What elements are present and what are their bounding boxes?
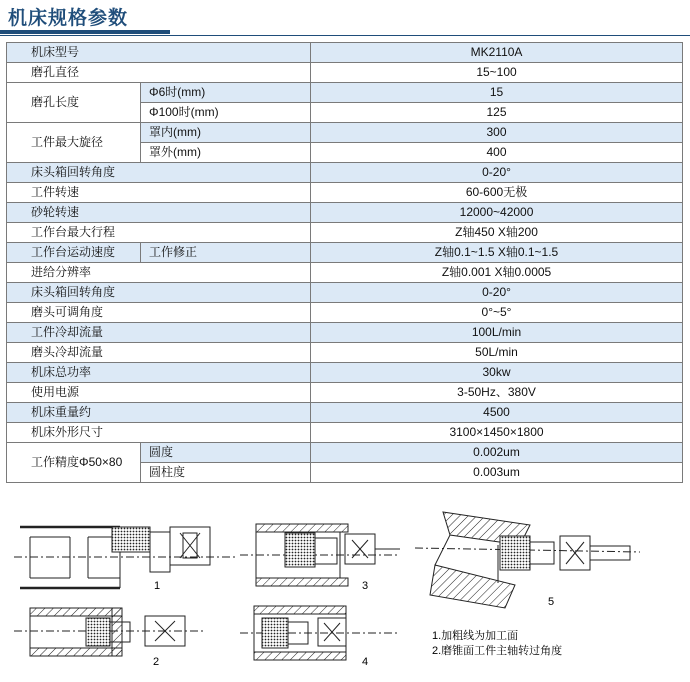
row-value: 60-600无极	[311, 183, 683, 203]
diagram-label: 1	[154, 580, 161, 592]
row-value: MK2110A	[311, 43, 683, 63]
row-value: 400	[311, 143, 683, 163]
row-label: 磨孔长度	[7, 83, 141, 123]
row-label: 工作台运动速度	[7, 243, 141, 263]
table-row	[7, 83, 683, 103]
row-label: 机床型号	[7, 43, 311, 63]
row-label: 进给分辨率	[7, 263, 311, 283]
row-value: 15~100	[311, 63, 683, 83]
table-row	[7, 163, 683, 183]
row-label: 磨头可调角度	[7, 303, 311, 323]
row-value: Z轴450 X轴200	[311, 223, 683, 243]
diagram-4	[240, 606, 400, 660]
row-value: 0°~5°	[311, 303, 683, 323]
row-sublabel: Φ100时(mm)	[141, 103, 311, 123]
table-row	[7, 303, 683, 323]
table-row	[7, 383, 683, 403]
row-label: 工件最大旋径	[7, 123, 141, 163]
table-row	[7, 363, 683, 383]
row-label: 砂轮转速	[7, 203, 311, 223]
row-label: 机床总功率	[7, 363, 311, 383]
row-sublabel: 工作修正	[141, 243, 311, 263]
diagram-label: 4	[362, 656, 369, 668]
table-row	[7, 443, 683, 463]
table-row	[7, 263, 683, 283]
table-row	[7, 203, 683, 223]
table-row	[7, 243, 683, 263]
table-row	[7, 223, 683, 243]
table-row	[7, 403, 683, 423]
spec-table	[6, 42, 683, 483]
table-row	[7, 423, 683, 443]
row-value: 0.003um	[311, 463, 683, 483]
title-bar	[0, 0, 690, 36]
table-row	[7, 283, 683, 303]
row-value: 3-50Hz、380V	[311, 383, 683, 403]
row-sublabel: 罩内(mm)	[141, 123, 311, 143]
note-1: 1.加粗线为加工面	[432, 630, 519, 642]
row-sublabel: 圆柱度	[141, 463, 311, 483]
diagram-3	[240, 524, 400, 586]
row-value: 30kw	[311, 363, 683, 383]
page-title: 机床规格参数	[8, 8, 129, 29]
row-value: 125	[311, 103, 683, 123]
row-value: 12000~42000	[311, 203, 683, 223]
row-label: 工件转速	[7, 183, 311, 203]
diagram-5	[415, 512, 640, 608]
diagram-label: 5	[548, 596, 555, 608]
row-label: 机床重量约	[7, 403, 311, 423]
diagram-label: 3	[362, 580, 369, 592]
row-label: 工作台最大行程	[7, 223, 311, 243]
row-label: 工件冷却流量	[7, 323, 311, 343]
row-value: Z轴0.1~1.5 X轴0.1~1.5	[311, 243, 683, 263]
row-label: 床头箱回转角度	[7, 283, 311, 303]
row-value: Z轴0.001 X轴0.0005	[311, 263, 683, 283]
diagram-label: 2	[153, 656, 160, 668]
diagram-2	[14, 608, 205, 656]
row-value: 50L/min	[311, 343, 683, 363]
row-value: 3100×1450×1800	[311, 423, 683, 443]
row-sublabel: 罩外(mm)	[141, 143, 311, 163]
table-row	[7, 123, 683, 143]
row-value: 0.002um	[311, 443, 683, 463]
title-rule	[0, 35, 690, 36]
row-label: 磨孔直径	[7, 63, 311, 83]
row-value: 300	[311, 123, 683, 143]
row-label: 使用电源	[7, 383, 311, 403]
table-row	[7, 323, 683, 343]
row-label: 工作精度Φ50×80	[7, 443, 141, 483]
row-sublabel: 圆度	[141, 443, 311, 463]
row-label: 机床外形尺寸	[7, 423, 311, 443]
title-underline	[0, 30, 170, 34]
diagram-1	[14, 527, 235, 588]
row-value: 100L/min	[311, 323, 683, 343]
grinding-diagrams	[0, 500, 690, 682]
row-value: 0-20°	[311, 163, 683, 183]
row-value: 4500	[311, 403, 683, 423]
row-label: 磨头冷却流量	[7, 343, 311, 363]
row-label: 床头箱回转角度	[7, 163, 311, 183]
table-row	[7, 43, 683, 63]
row-value: 15	[311, 83, 683, 103]
row-value: 0-20°	[311, 283, 683, 303]
row-sublabel: Φ6时(mm)	[141, 83, 311, 103]
table-row	[7, 63, 683, 83]
table-row	[7, 343, 683, 363]
table-row	[7, 183, 683, 203]
note-2: 2.磨锥面工件主轴转过角度	[432, 645, 563, 657]
